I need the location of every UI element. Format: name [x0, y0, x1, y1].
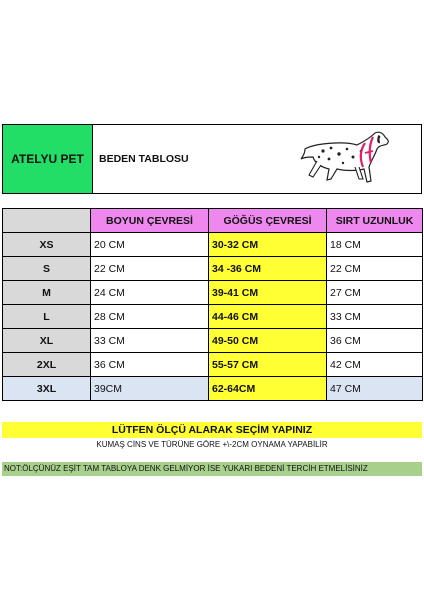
table-row [3, 257, 423, 281]
table-row [3, 281, 423, 305]
table-header-row [3, 209, 423, 233]
size-label: 2XL [3, 353, 91, 377]
header-corner [3, 209, 91, 233]
size-label: M [3, 281, 91, 305]
table-row [3, 377, 423, 401]
neck-value: 28 CM [91, 305, 209, 329]
size-label: XL [3, 329, 91, 353]
advice-note: NOT:ÖLÇÜNÜZ EŞİT TAM TABLOYA DENK GELMİYOR İSE YUKARI BEDENİ TERCİH ETMELİSİNİZ [2, 462, 422, 476]
size-label: 3XL [3, 377, 91, 401]
back-value: 27 CM [327, 281, 423, 305]
header-neck: BOYUN ÇEVRESİ [91, 209, 209, 233]
chest-value: 30-32 CM [209, 233, 327, 257]
size-label: S [3, 257, 91, 281]
neck-value: 36 CM [91, 353, 209, 377]
chest-value: 49-50 CM [209, 329, 327, 353]
chest-value: 44-46 CM [209, 305, 327, 329]
page-title: BEDEN TABLOSU [99, 153, 189, 165]
measure-note: LÜTFEN ÖLÇÜ ALARAK SEÇİM YAPINIZ [2, 422, 422, 438]
size-label: L [3, 305, 91, 329]
dog-icon [295, 127, 405, 191]
header-chest: GÖĞÜS ÇEVRESİ [209, 209, 327, 233]
back-value: 18 CM [327, 233, 423, 257]
table-row [3, 353, 423, 377]
chest-value: 39-41 CM [209, 281, 327, 305]
tolerance-note: KUMAŞ CİNS VE TÜRÜNE GÖRE +\-2CM OYNAMA YAPABİLİR [96, 440, 328, 449]
chest-value: 34 -36 CM [209, 257, 327, 281]
back-value: 33 CM [327, 305, 423, 329]
back-value: 36 CM [327, 329, 423, 353]
neck-value: 39CM [91, 377, 209, 401]
table-row [3, 305, 423, 329]
back-value: 42 CM [327, 353, 423, 377]
header-box [2, 124, 422, 194]
neck-value: 22 CM [91, 257, 209, 281]
table-row [3, 233, 423, 257]
chest-value: 55-57 CM [209, 353, 327, 377]
size-table [2, 208, 423, 401]
back-value: 22 CM [327, 257, 423, 281]
back-value: 47 CM [327, 377, 423, 401]
chest-value: 62-64CM [209, 377, 327, 401]
neck-value: 24 CM [91, 281, 209, 305]
size-label: XS [3, 233, 91, 257]
neck-value: 20 CM [91, 233, 209, 257]
brand-label: ATELYU PET [3, 125, 93, 193]
table-row [3, 329, 423, 353]
neck-value: 33 CM [91, 329, 209, 353]
header-back: SIRT UZUNLUK [327, 209, 423, 233]
